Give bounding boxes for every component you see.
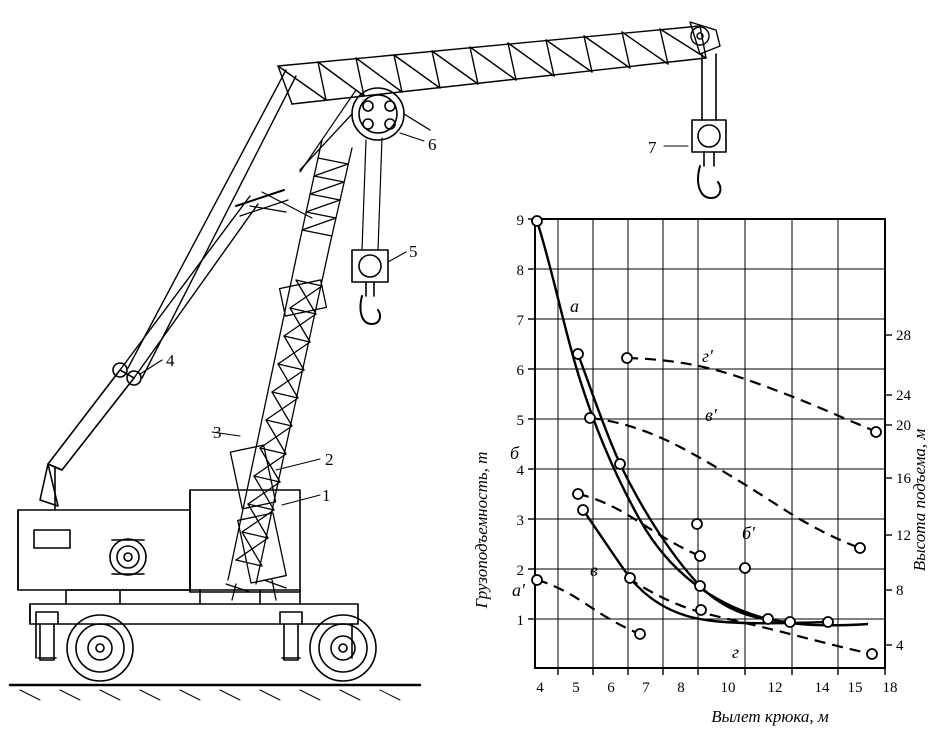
svg-text:8: 8 bbox=[677, 680, 685, 696]
chart-xlabel: Вылет крюка, м bbox=[711, 707, 829, 726]
svg-text:г': г' bbox=[702, 346, 713, 366]
svg-text:а: а bbox=[570, 296, 579, 316]
svg-text:4: 4 bbox=[536, 680, 544, 696]
svg-text:12: 12 bbox=[767, 680, 783, 696]
svg-text:20: 20 bbox=[896, 418, 911, 434]
callout-2: 2 bbox=[325, 450, 334, 469]
svg-text:б': б' bbox=[742, 523, 755, 543]
svg-text:3: 3 bbox=[516, 513, 524, 529]
svg-text:4: 4 bbox=[896, 638, 904, 654]
callout-6: 6 bbox=[428, 135, 437, 154]
svg-text:16: 16 bbox=[896, 471, 911, 487]
svg-text:2: 2 bbox=[516, 563, 524, 579]
chart-ylabel-right: Высота подъема, м bbox=[910, 428, 929, 572]
callout-4: 4 bbox=[166, 351, 175, 370]
svg-text:б: б bbox=[510, 443, 520, 463]
svg-text:7: 7 bbox=[642, 680, 650, 696]
svg-text:18: 18 bbox=[882, 680, 898, 696]
svg-text:10: 10 bbox=[720, 680, 736, 696]
svg-text:28: 28 bbox=[896, 328, 911, 344]
svg-text:8: 8 bbox=[896, 583, 904, 599]
callout-1: 1 bbox=[322, 486, 331, 505]
svg-text:14: 14 bbox=[814, 680, 830, 696]
svg-text:24: 24 bbox=[896, 388, 911, 404]
chart-left-tick-labels bbox=[517, 213, 525, 629]
svg-text:г: г bbox=[732, 642, 740, 662]
callout-3: 3 bbox=[213, 423, 222, 442]
svg-text:1: 1 bbox=[516, 613, 524, 629]
svg-text:8: 8 bbox=[516, 263, 524, 279]
svg-text:5: 5 bbox=[516, 413, 524, 429]
svg-text:9: 9 bbox=[516, 213, 524, 229]
svg-text:а': а' bbox=[512, 580, 525, 600]
svg-text:в: в bbox=[590, 560, 598, 580]
callout-5: 5 bbox=[409, 242, 418, 261]
chart-ylabel-left: Грузоподъемность, т bbox=[472, 451, 491, 609]
svg-text:4: 4 bbox=[516, 463, 524, 479]
svg-text:12: 12 bbox=[896, 528, 911, 544]
svg-text:6: 6 bbox=[607, 680, 615, 696]
callout-7: 7 bbox=[648, 138, 657, 157]
svg-text:в': в' bbox=[705, 405, 717, 425]
svg-text:5: 5 bbox=[572, 680, 580, 696]
svg-text:15: 15 bbox=[847, 680, 863, 696]
svg-text:6: 6 bbox=[516, 363, 524, 379]
svg-text:7: 7 bbox=[516, 313, 524, 329]
